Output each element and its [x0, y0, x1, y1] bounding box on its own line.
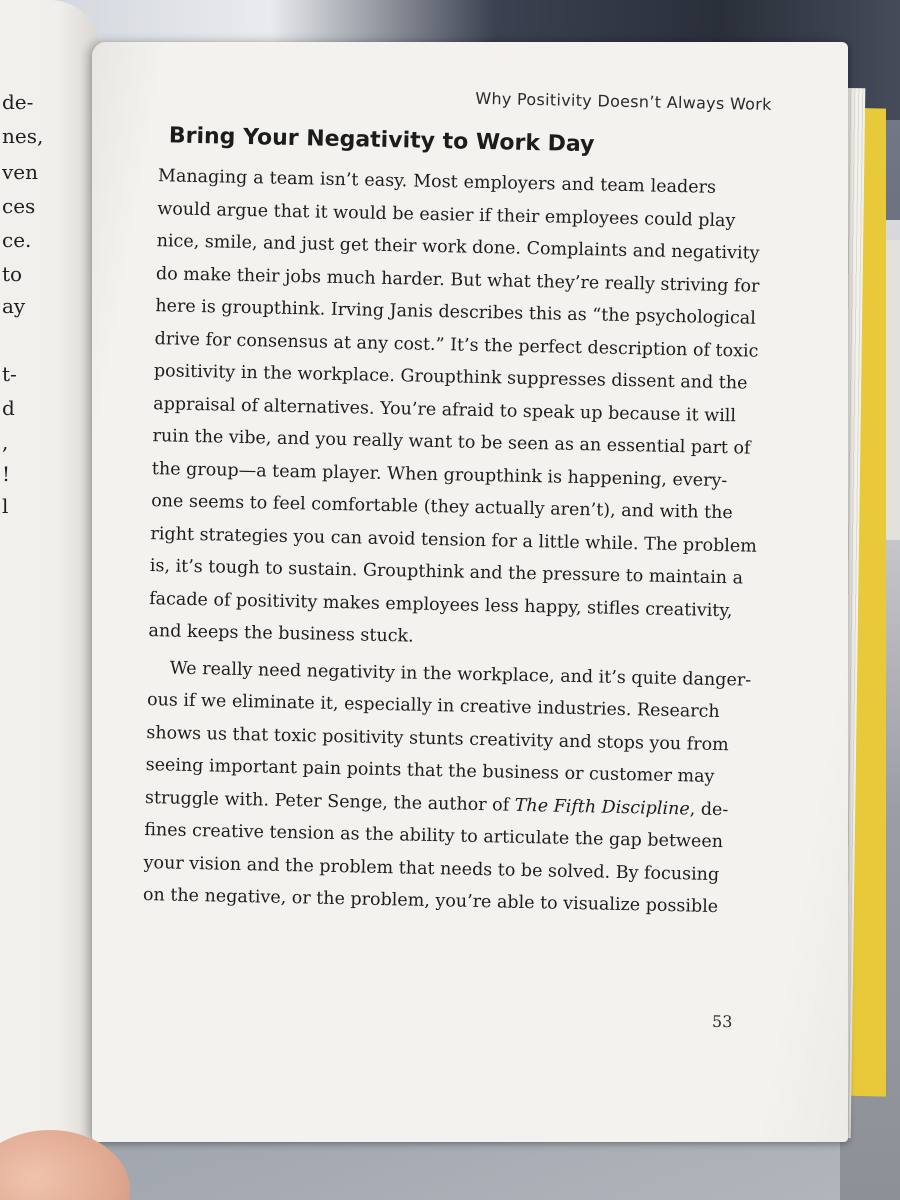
text-line: would argue that it would be easier if their employees could play	[157, 198, 736, 231]
text-line: fines creative tension as the ability to articulate the gap between	[144, 820, 724, 853]
text-line: on the negative, or the problem, you’re able to visualize possible	[142, 884, 719, 918]
paragraph-1	[148, 160, 760, 659]
text-line: and keeps the business stuck.	[148, 621, 414, 647]
left-page-fragment: ces	[2, 194, 36, 218]
text-line: ruin the vibe, and you really want to be seen as an essential part of	[152, 426, 751, 459]
text-line: one seems to feel comfortable (they actually aren’t), and with the	[151, 491, 733, 524]
page-content	[135, 82, 772, 924]
text-line: right strategies you can avoid tension for a little while. The problem	[150, 523, 758, 557]
text-line: facade of positivity makes employees less happy, stifles creativity,	[148, 588, 733, 621]
text-line: ous if we eliminate it, especially in creative industries. Research	[146, 690, 720, 723]
section-heading: Bring Your Negativity to Work Day	[168, 123, 595, 158]
page-number: 53	[711, 1011, 733, 1032]
text-line: is, it’s tough to sustain. Groupthink and the pressure to maintain a	[149, 556, 744, 589]
text-line: appraisal of alternatives. You’re afraid to speak up because it will	[153, 393, 737, 426]
text-line: drive for consensus at any cost.” It’s the perfect description of toxic	[154, 328, 759, 362]
text-line: your vision and the problem that needs to be solved. By focusing	[143, 852, 720, 885]
book-title: The Fifth Discipline	[514, 795, 690, 819]
running-header: Why Positivity Doesn’t Always Work	[475, 88, 772, 114]
text-line: struggle with. Peter Senge, the author of The Fifth Discipline, de-	[144, 787, 729, 820]
text-line: nice, smile, and just get their work done. Complaints and negativity	[156, 231, 760, 264]
left-page-fragment: t-	[2, 362, 17, 386]
left-page-fragment: nes,	[2, 124, 44, 148]
left-page-fragment: !	[2, 462, 11, 486]
text-line: shows us that toxic positivity stunts creativity and stops you from	[146, 722, 729, 755]
left-page-fragment: de-	[2, 90, 34, 114]
left-page-fragment: to	[2, 262, 23, 286]
text-line: here is groupthink. Irving Janis describes this as “the psychological	[155, 296, 757, 329]
text-line: We really need negativity in the workplace, and it’s quite danger-	[169, 658, 752, 691]
left-page	[0, 0, 100, 1150]
text-line: Managing a team isn’t easy. Most employers and team leaders	[157, 166, 717, 198]
left-page-fragment: ven	[2, 160, 39, 184]
left-page-fragment: ce.	[2, 228, 32, 252]
text-line: do make their jobs much harder. But what they’re really striving for	[155, 263, 760, 297]
left-page-fragment: ,	[2, 430, 9, 454]
left-page-fragment: l	[2, 494, 9, 518]
paragraph-2	[142, 652, 752, 924]
book-page	[92, 42, 848, 1142]
text-line: positivity in the workplace. Groupthink suppresses dissent and the	[153, 361, 748, 394]
left-page-fragment: ay	[2, 294, 26, 318]
left-page-fragment: d	[2, 396, 15, 420]
text-line: seeing important pain points that the business or customer may	[145, 755, 715, 787]
text-line: the group—a team player. When groupthink is happening, every-	[151, 458, 728, 491]
